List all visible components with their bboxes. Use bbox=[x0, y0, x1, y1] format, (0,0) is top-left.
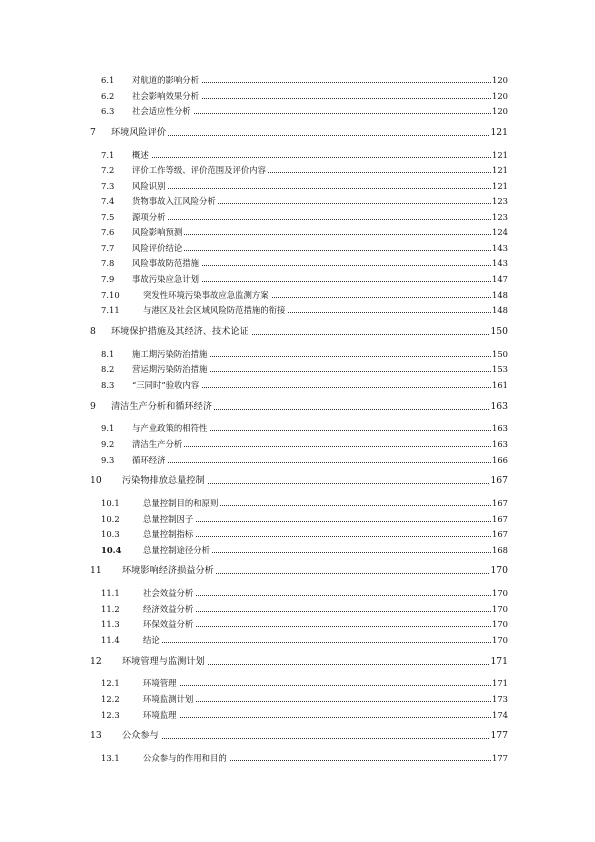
toc-entry-page: 171 bbox=[492, 678, 508, 688]
toc-entry-number: 7.10 bbox=[101, 290, 120, 300]
toc-entry-number: 7 bbox=[90, 127, 96, 138]
toc-entry-page: 170 bbox=[492, 635, 508, 645]
toc-entry-page: 168 bbox=[492, 545, 508, 555]
toc-section-entry[interactable] bbox=[0, 543, 595, 557]
toc-entry-page: 177 bbox=[492, 753, 508, 763]
toc-section-entry[interactable] bbox=[0, 303, 595, 317]
toc-entry-page: 167 bbox=[492, 498, 508, 508]
toc-section-entry[interactable] bbox=[0, 527, 595, 541]
toc-entry-title: 环境影响经济损益分析 bbox=[122, 565, 214, 576]
toc-entry-title: 清洁生产分析 bbox=[132, 439, 183, 449]
toc-entry-number: 7.9 bbox=[101, 274, 115, 284]
toc-dot-leader bbox=[132, 157, 495, 158]
toc-dot-leader bbox=[143, 701, 495, 702]
toc-entry-title: 突发性环境污染事故应急监测方案 bbox=[143, 290, 269, 300]
toc-entry-page: 166 bbox=[492, 455, 508, 465]
toc-entry-page: 173 bbox=[492, 694, 508, 704]
toc-chapter-entry[interactable] bbox=[0, 400, 595, 414]
toc-entry-title: 环境监测计划 bbox=[143, 694, 194, 704]
toc-section-entry[interactable] bbox=[0, 148, 595, 162]
toc-section-entry[interactable] bbox=[0, 676, 595, 690]
toc-entry-title: 环境保护措施及其经济、技术论证 bbox=[111, 326, 249, 337]
toc-entry-number: 7.3 bbox=[101, 181, 115, 191]
toc-entry-number: 13.1 bbox=[101, 753, 120, 763]
toc-entry-title: 总量控制目的和原则 bbox=[143, 498, 219, 508]
toc-dot-leader bbox=[143, 595, 495, 596]
toc-section-entry[interactable] bbox=[0, 194, 595, 208]
toc-entry-title: 评价工作等级、评价范围及评价内容 bbox=[132, 165, 266, 175]
toc-entry-title: 结论 bbox=[143, 635, 160, 645]
toc-entry-page: 167 bbox=[490, 475, 508, 486]
toc-chapter-entry[interactable] bbox=[0, 564, 595, 578]
toc-entry-title: 风险识别 bbox=[132, 181, 166, 191]
toc-section-entry[interactable] bbox=[0, 104, 595, 118]
toc-entry-number: 9.1 bbox=[101, 423, 115, 433]
toc-entry-page: 161 bbox=[492, 380, 508, 390]
toc-entry-title: 对航道的影响分析 bbox=[132, 75, 199, 85]
toc-entry-title: 环保效益分析 bbox=[143, 619, 194, 629]
toc-section-entry[interactable] bbox=[0, 512, 595, 526]
toc-entry-number: 6.2 bbox=[101, 91, 115, 101]
toc-entry-title: 污染物排放总量控制 bbox=[122, 475, 205, 486]
toc-entry-page: 170 bbox=[492, 619, 508, 629]
toc-entry-number: 11.1 bbox=[101, 588, 120, 598]
toc-entry-number: 7.5 bbox=[101, 212, 115, 222]
toc-entry-number: 7.4 bbox=[101, 196, 115, 206]
toc-section-entry[interactable] bbox=[0, 89, 595, 103]
toc-entry-number: 10.1 bbox=[101, 498, 120, 508]
toc-entry-title: 总量控制指标 bbox=[143, 529, 194, 539]
toc-entry-page: 121 bbox=[492, 165, 508, 175]
toc-dot-leader bbox=[132, 219, 495, 220]
toc-chapter-entry[interactable] bbox=[0, 325, 595, 339]
toc-entry-number: 7.6 bbox=[101, 227, 115, 237]
toc-entry-number: 11.3 bbox=[101, 619, 120, 629]
toc-dot-leader bbox=[143, 717, 495, 718]
toc-entry-number: 9.3 bbox=[101, 455, 115, 465]
toc-entry-title: 循环经济 bbox=[132, 455, 166, 465]
toc-dot-leader bbox=[143, 536, 495, 537]
toc-section-entry[interactable] bbox=[0, 288, 595, 302]
toc-dot-leader bbox=[143, 685, 495, 686]
toc-section-entry[interactable] bbox=[0, 586, 595, 600]
toc-entry-number: 11.4 bbox=[101, 635, 120, 645]
toc-entry-page: 120 bbox=[492, 91, 508, 101]
toc-entry-page: 153 bbox=[492, 364, 508, 374]
toc-entry-number: 13 bbox=[90, 730, 102, 741]
toc-entry-title: 社会效益分析 bbox=[143, 588, 194, 598]
toc-entry-title: 营运期污染防治措施 bbox=[132, 364, 208, 374]
toc-entry-number: 11 bbox=[90, 565, 102, 576]
toc-entry-title: 风险事故防范措施 bbox=[132, 258, 199, 268]
toc-entry-number: 6.3 bbox=[101, 106, 115, 116]
toc-entry-title: 概述 bbox=[132, 150, 149, 160]
toc-dot-leader bbox=[143, 626, 495, 627]
toc-entry-title: 源项分析 bbox=[132, 212, 166, 222]
toc-entry-page: 120 bbox=[492, 75, 508, 85]
toc-entry-title: 社会影响效果分析 bbox=[132, 91, 199, 101]
toc-entry-title: 事故污染应急计划 bbox=[132, 274, 199, 284]
toc-entry-page: 170 bbox=[490, 565, 508, 576]
toc-section-entry[interactable] bbox=[0, 453, 595, 467]
toc-entry-title: 环境监理 bbox=[143, 710, 177, 720]
toc-entry-number: 11.2 bbox=[101, 604, 120, 614]
toc-entry-title: 施工期污染防治措施 bbox=[132, 349, 208, 359]
toc-section-entry[interactable] bbox=[0, 163, 595, 177]
toc-chapter-entry[interactable] bbox=[0, 729, 595, 743]
toc-section-entry[interactable] bbox=[0, 496, 595, 510]
toc-entry-title: 与港区及社会区域风险防范措施的衔接 bbox=[143, 305, 286, 315]
toc-entry-number: 8 bbox=[90, 326, 96, 337]
toc-entry-title: “三同时”验收内容 bbox=[132, 380, 200, 390]
toc-dot-leader bbox=[132, 250, 495, 251]
toc-section-entry[interactable] bbox=[0, 602, 595, 616]
toc-chapter-entry[interactable] bbox=[0, 655, 595, 669]
toc-entry-number: 10 bbox=[90, 475, 102, 486]
toc-entry-number: 7.11 bbox=[101, 305, 120, 315]
toc-entry-number: 12.1 bbox=[101, 678, 120, 688]
toc-entry-number: 12.3 bbox=[101, 710, 120, 720]
toc-section-entry[interactable] bbox=[0, 378, 595, 392]
toc-entry-page: 143 bbox=[492, 243, 508, 253]
toc-entry-page: 174 bbox=[492, 710, 508, 720]
toc-section-entry[interactable] bbox=[0, 751, 595, 765]
toc-section-entry[interactable] bbox=[0, 272, 595, 286]
toc-entry-title: 总量控制因子 bbox=[143, 514, 194, 524]
toc-entry-number: 7.7 bbox=[101, 243, 115, 253]
toc-entry-number: 6.1 bbox=[101, 75, 115, 85]
toc-entry-title: 社会适应性分析 bbox=[132, 106, 191, 116]
toc-section-entry[interactable] bbox=[0, 347, 595, 361]
toc-entry-number: 12 bbox=[90, 656, 102, 667]
toc-section-entry[interactable] bbox=[0, 362, 595, 376]
toc-entry-number: 8.2 bbox=[101, 364, 115, 374]
toc-entry-page: 163 bbox=[492, 439, 508, 449]
toc-entry-page: 120 bbox=[492, 106, 508, 116]
toc-dot-leader bbox=[143, 642, 495, 643]
toc-section-entry[interactable] bbox=[0, 256, 595, 270]
toc-chapter-entry[interactable] bbox=[0, 126, 595, 140]
toc-entry-page: 163 bbox=[490, 401, 508, 412]
toc-section-entry[interactable] bbox=[0, 225, 595, 239]
toc-section-entry[interactable] bbox=[0, 210, 595, 224]
toc-entry-page: 167 bbox=[492, 529, 508, 539]
toc-entry-page: 121 bbox=[492, 181, 508, 191]
toc-entry-page: 143 bbox=[492, 258, 508, 268]
toc-entry-page: 163 bbox=[492, 423, 508, 433]
toc-dot-leader bbox=[111, 135, 495, 136]
toc-entry-page: 121 bbox=[492, 150, 508, 160]
toc-entry-page: 124 bbox=[492, 227, 508, 237]
toc-entry-title: 总量控制途径分析 bbox=[143, 545, 210, 555]
toc-entry-number: 10.4 bbox=[101, 545, 122, 555]
toc-section-entry[interactable] bbox=[0, 692, 595, 706]
toc-section-entry[interactable] bbox=[0, 617, 595, 631]
toc-entry-number: 10.2 bbox=[101, 514, 120, 524]
toc-section-entry[interactable] bbox=[0, 708, 595, 722]
toc-dot-leader bbox=[132, 234, 495, 235]
toc-entry-page: 171 bbox=[490, 656, 508, 667]
toc-entry-number: 12.2 bbox=[101, 694, 120, 704]
toc-entry-title: 环境风险评价 bbox=[111, 127, 167, 138]
toc-entry-title: 环境管理 bbox=[143, 678, 177, 688]
toc-dot-leader bbox=[132, 188, 495, 189]
toc-entry-number: 7.2 bbox=[101, 165, 115, 175]
toc-entry-page: 150 bbox=[490, 326, 508, 337]
toc-section-entry[interactable] bbox=[0, 73, 595, 87]
toc-section-entry[interactable] bbox=[0, 421, 595, 435]
toc-entry-title: 公众参与 bbox=[122, 730, 159, 741]
toc-entry-title: 与产业政策的相符性 bbox=[132, 423, 208, 433]
toc-entry-title: 环境管理与监测计划 bbox=[122, 656, 205, 667]
toc-entry-number: 7.8 bbox=[101, 258, 115, 268]
toc-entry-page: 147 bbox=[492, 274, 508, 284]
toc-entry-page: 167 bbox=[492, 514, 508, 524]
toc-entry-title: 货物事故入江风险分析 bbox=[132, 196, 216, 206]
toc-entry-number: 9.2 bbox=[101, 439, 115, 449]
toc-entry-title: 风险影响预测 bbox=[132, 227, 183, 237]
toc-entry-page: 123 bbox=[492, 196, 508, 206]
toc-dot-leader bbox=[132, 446, 495, 447]
toc-entry-number: 8.1 bbox=[101, 349, 115, 359]
toc-entry-page: 170 bbox=[492, 588, 508, 598]
toc-entry-page: 123 bbox=[492, 212, 508, 222]
toc-section-entry[interactable] bbox=[0, 179, 595, 193]
toc-entry-title: 清洁生产分析和循环经济 bbox=[111, 401, 213, 412]
toc-entry-number: 8.3 bbox=[101, 380, 115, 390]
toc-dot-leader bbox=[143, 611, 495, 612]
toc-entry-title: 风险评价结论 bbox=[132, 243, 183, 253]
toc-entry-title: 公众参与的作用和目的 bbox=[143, 753, 227, 763]
toc-entry-page: 121 bbox=[490, 127, 508, 138]
toc-entry-number: 10.3 bbox=[101, 529, 120, 539]
toc-entry-page: 177 bbox=[490, 730, 508, 741]
toc-entry-page: 148 bbox=[492, 305, 508, 315]
toc-entry-number: 9 bbox=[90, 401, 96, 412]
toc-section-entry[interactable] bbox=[0, 633, 595, 647]
toc-entry-page: 170 bbox=[492, 604, 508, 614]
toc-entry-title: 经济效益分析 bbox=[143, 604, 194, 614]
toc-entry-page: 148 bbox=[492, 290, 508, 300]
toc-section-entry[interactable] bbox=[0, 241, 595, 255]
toc-dot-leader bbox=[143, 521, 495, 522]
toc-dot-leader bbox=[122, 738, 495, 739]
toc-chapter-entry[interactable] bbox=[0, 474, 595, 488]
toc-dot-leader bbox=[132, 462, 495, 463]
toc-entry-page: 150 bbox=[492, 349, 508, 359]
toc-section-entry[interactable] bbox=[0, 437, 595, 451]
toc-entry-number: 7.1 bbox=[101, 150, 115, 160]
